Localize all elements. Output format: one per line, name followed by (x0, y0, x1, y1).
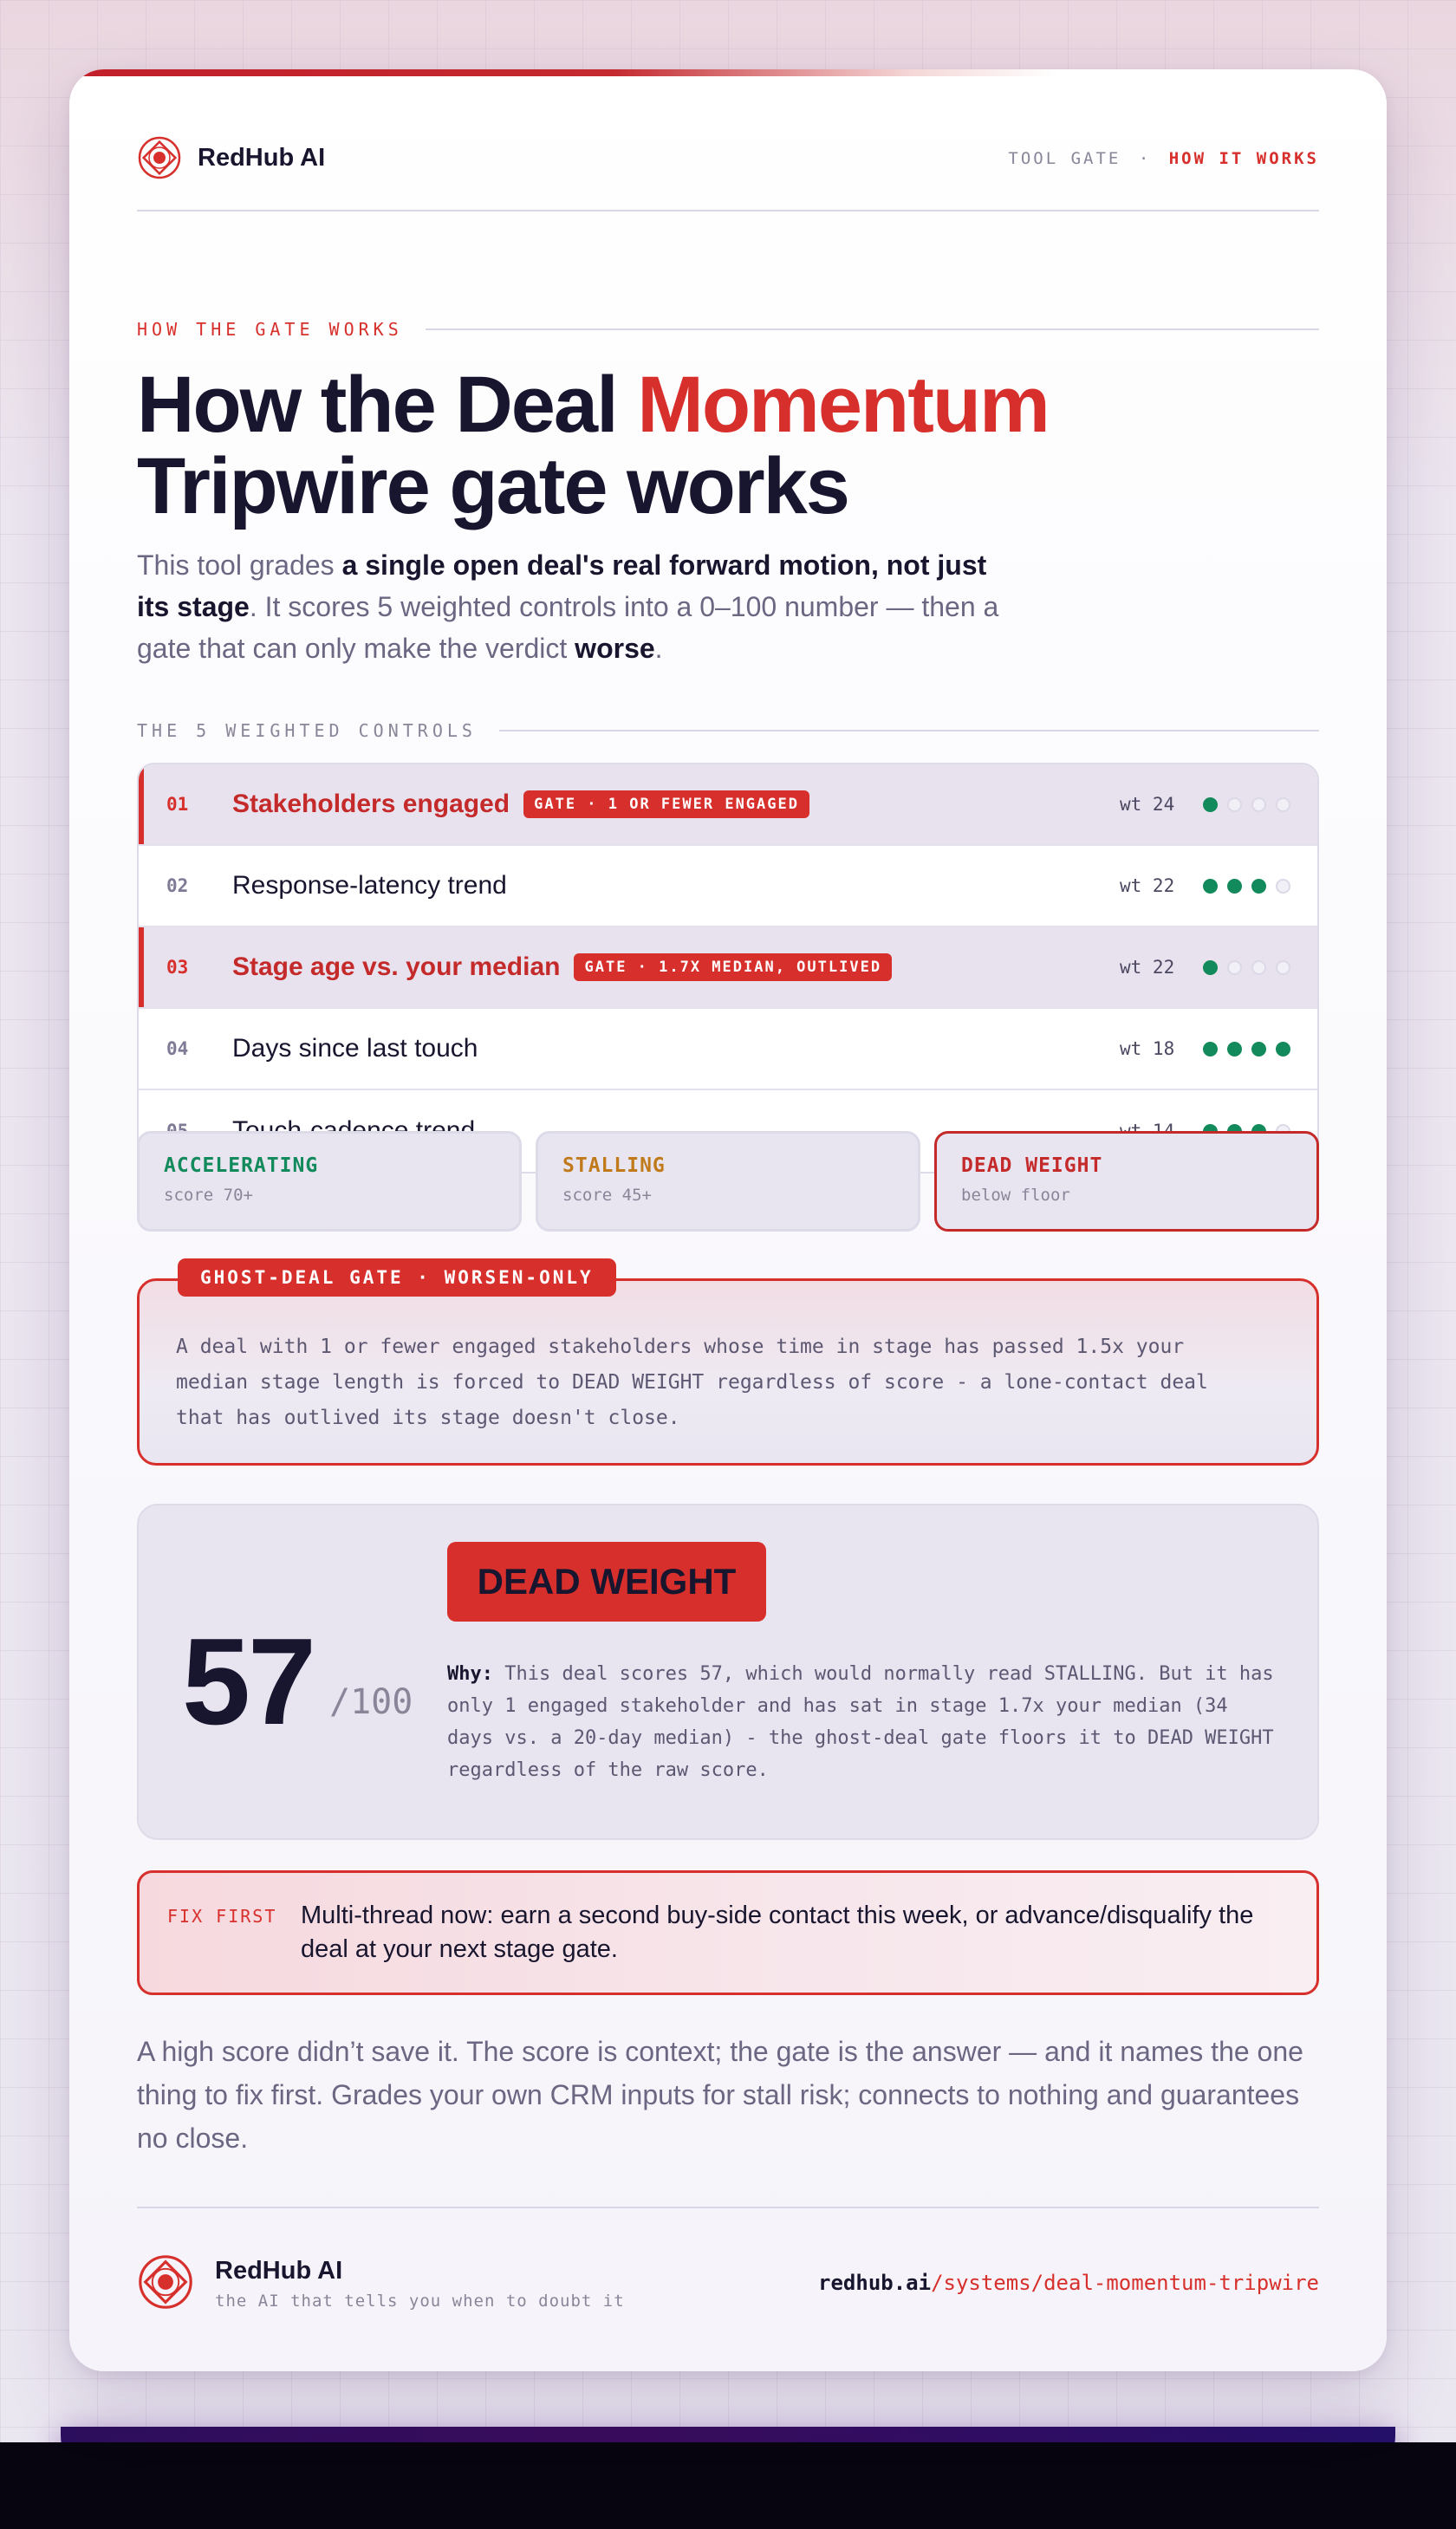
control-name (232, 871, 507, 900)
nav-separator: · (1138, 149, 1152, 168)
brand-name: RedHub AI (198, 144, 326, 172)
section-eyebrow (137, 319, 1319, 340)
tier-title: STALLING (562, 1154, 666, 1177)
score-value: 57 (182, 1613, 314, 1751)
control-row (139, 927, 1317, 1009)
footer-tagline: the AI that tells you when to doubt it (215, 2292, 625, 2311)
level-dot-empty (1276, 797, 1290, 812)
eyebrow-rule (426, 328, 1319, 330)
nav-how-it-works[interactable]: HOW IT WORKS (1168, 149, 1319, 168)
redhub-logo-icon (137, 135, 182, 180)
tier-card (137, 1131, 522, 1232)
control-weight: wt 18 (1120, 1038, 1175, 1059)
gate-badge: GATE · 1.7X MEDIAN, OUTLIVED (574, 953, 892, 981)
intro-bold-1: a single open deal's real forward motion, not just its stage (137, 549, 987, 622)
footer-url-link[interactable] (818, 2271, 1319, 2295)
level-dot-filled (1203, 1042, 1218, 1056)
control-number: 01 (166, 794, 189, 815)
fix-first-label: FIX FIRST (167, 1906, 277, 1927)
controls-heading-label: THE 5 WEIGHTED CONTROLS (137, 720, 477, 741)
header (137, 132, 1319, 184)
control-name (232, 790, 809, 819)
level-dot-filled (1276, 1042, 1290, 1056)
footer (137, 2245, 1319, 2331)
tier-title: DEAD WEIGHT (961, 1154, 1103, 1177)
title-part-2: Tripwire gate works (137, 442, 848, 530)
control-label: Response-latency trend (232, 871, 507, 900)
ghost-gate-tag: GHOST-DEAL GATE · WORSEN-ONLY (178, 1258, 616, 1297)
tier-threshold: below floor (961, 1186, 1070, 1205)
header-divider (137, 210, 1319, 211)
control-number: 02 (166, 875, 189, 896)
control-label: Days since last touch (232, 1034, 478, 1063)
intro-paragraph (137, 544, 1021, 669)
tier-threshold: score 45+ (562, 1186, 652, 1205)
level-dot-empty (1251, 797, 1266, 812)
controls-list (137, 763, 1319, 1173)
tier-card (934, 1131, 1319, 1232)
level-dot-empty (1227, 797, 1242, 812)
tier-card (536, 1131, 920, 1232)
controls-heading-rule (499, 730, 1319, 731)
nav-tool-gate[interactable]: TOOL GATE (1008, 149, 1121, 168)
control-name (232, 952, 892, 982)
level-dot-empty (1276, 960, 1290, 975)
page-title (137, 361, 1049, 530)
control-row (139, 1009, 1317, 1090)
closing-paragraph: A high score didn’t save it. The score is context; the gate is the answer — and it names the one thing to fix first. Grades your own CRM inputs for stall risk; connects to nothing and guarantees no close. (137, 2036, 1303, 2154)
control-label: Stakeholders engaged (232, 790, 510, 818)
level-dot-filled (1227, 879, 1242, 894)
bottom-band (0, 2442, 1456, 2529)
control-name (232, 1034, 478, 1063)
fix-first-text: Multi-thread now: earn a second buy-side contact this week, or advance/disqualify the deal at your next stage gate. (301, 1902, 1254, 1963)
ghost-deal-gate-panel (137, 1267, 1319, 1466)
gate-badge: GATE · 1 OR FEWER ENGAGED (523, 790, 809, 818)
tier-threshold: score 70+ (164, 1186, 253, 1205)
title-highlight: Momentum (637, 361, 1049, 449)
tier-title: ACCELERATING (164, 1154, 319, 1177)
top-accent-bar (69, 69, 1057, 76)
control-level-dots (1203, 879, 1290, 894)
level-dot-filled (1227, 1042, 1242, 1056)
why-text: This deal scores 57, which would normally read STALLING. But it has only 1 engaged stakeholder and has sat in stage 1.7x your median (34 days vs. a 20-day median) - the ghost-deal gate floors it to DEAD WEIGHT regardless of the raw score. (447, 1663, 1274, 1781)
footer-divider (137, 2207, 1319, 2208)
level-dot-filled (1203, 879, 1218, 894)
intro-text-3: . (654, 633, 663, 664)
control-row (139, 846, 1317, 927)
intro-text-1: This tool grades (137, 549, 342, 581)
control-weight: wt 22 (1120, 875, 1175, 896)
level-dot-filled (1251, 879, 1266, 894)
control-level-dots (1203, 960, 1290, 975)
level-dot-empty (1251, 960, 1266, 975)
controls-heading (137, 720, 1319, 741)
ghost-gate-description: A deal with 1 or fewer engaged stakeholders whose time in stage has passed 1.5x your median stage length is forced to DEAD WEIGHT regardless of score - a lone-contact deal that has outlived its stage doesn't close. (176, 1336, 1208, 1429)
level-dot-empty (1227, 960, 1242, 975)
why-label: Why: (447, 1663, 493, 1685)
control-label: Stage age vs. your median (232, 952, 561, 981)
verdict-badge: DEAD WEIGHT (447, 1542, 766, 1622)
control-weight: wt 24 (1120, 794, 1175, 815)
fix-first-panel (137, 1870, 1319, 1995)
level-dot-filled (1203, 960, 1218, 975)
title-part-1: How the Deal (137, 361, 638, 449)
control-level-dots (1203, 1042, 1290, 1056)
intro-text-2: . It scores 5 weighted controls into a 0–100 number — then a gate that can only make the verdict (137, 591, 999, 664)
control-row (139, 764, 1317, 846)
level-dot-filled (1203, 797, 1218, 812)
control-number: 04 (166, 1038, 189, 1059)
footer-url-host: redhub.ai (818, 2271, 932, 2295)
control-weight: wt 22 (1120, 957, 1175, 978)
level-dot-filled (1251, 1042, 1266, 1056)
control-number: 03 (166, 957, 189, 978)
intro-bold-2: worse (575, 633, 655, 664)
verdict-explanation (447, 1658, 1279, 1786)
footer-brand: RedHub AI (215, 2257, 343, 2285)
top-nav (1008, 149, 1319, 168)
control-level-dots (1203, 797, 1290, 812)
main-card (69, 69, 1387, 2371)
eyebrow-label: HOW THE GATE WORKS (137, 319, 403, 340)
footer-url-path: /systems/deal-momentum-tripwire (931, 2271, 1319, 2295)
score-panel (137, 1504, 1319, 1840)
level-dot-empty (1276, 879, 1290, 894)
score-max: /100 (329, 1682, 413, 1722)
redhub-footer-logo-icon (137, 2253, 194, 2311)
